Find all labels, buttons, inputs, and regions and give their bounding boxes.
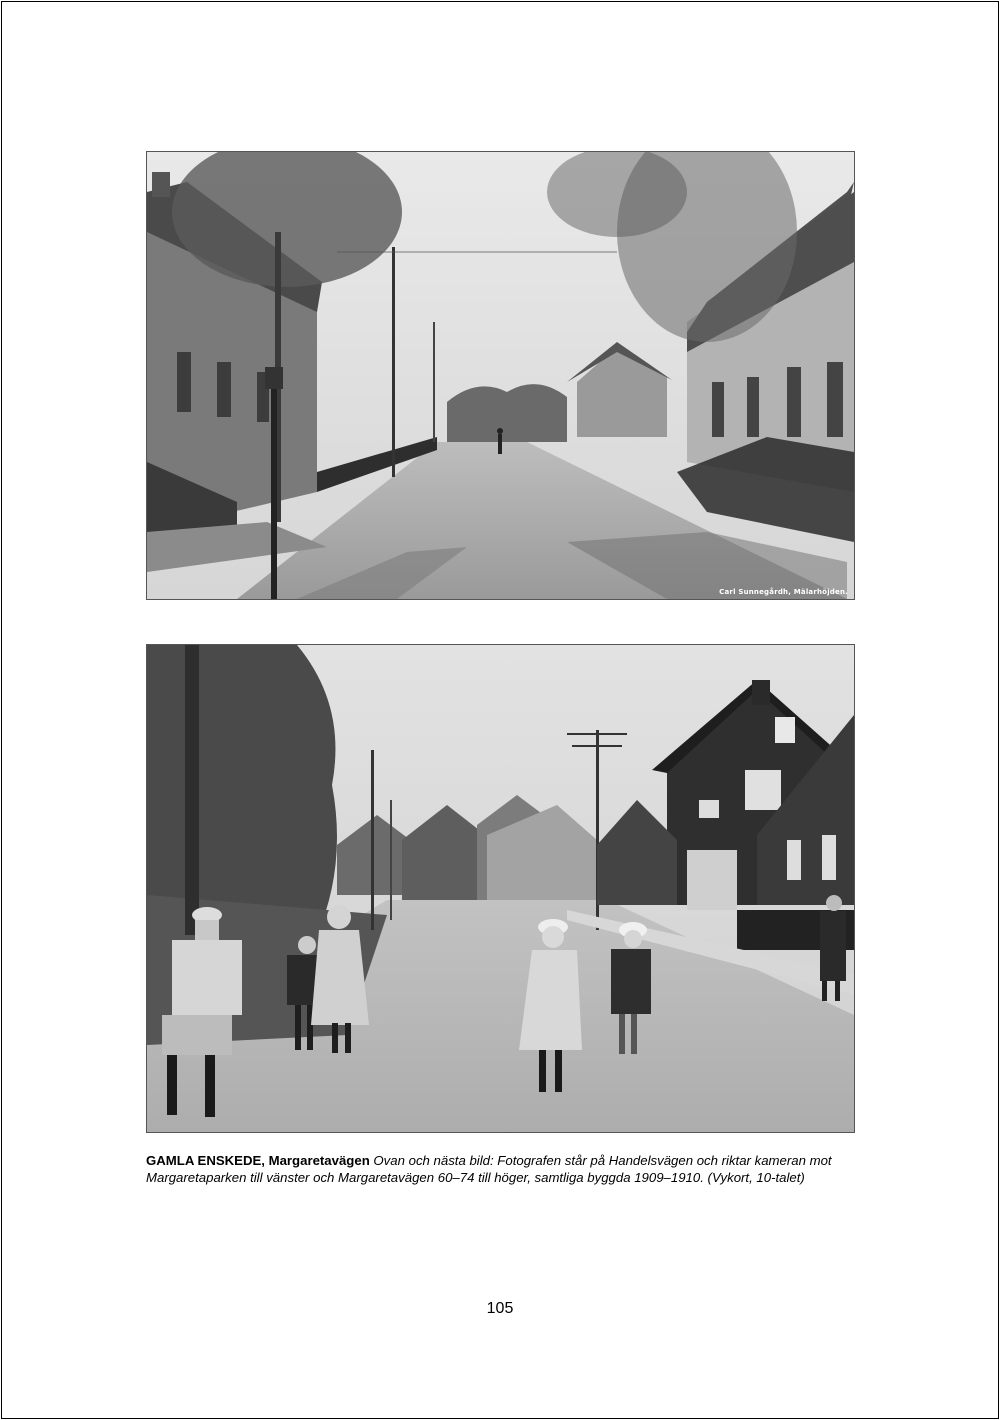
- bottom-photo: [146, 644, 855, 1133]
- top-photo-illustration: [147, 152, 854, 599]
- bottom-photo-illustration: [147, 645, 854, 1132]
- top-photo: [146, 151, 855, 600]
- page-number: 105: [486, 1300, 514, 1317]
- photo-caption: [146, 1152, 858, 1186]
- caption-body: Ovan och nästa bild: Fotografen står på Handelsvägen och riktar kameran mot Margaretaparken till vänster och Margaretavägen 60–74 till höger, samtliga byggda 1909–1910. (Vykort, 10-talet): [146, 1153, 832, 1185]
- photographer-credit: Carl Sunnegårdh, Mälarhöjden.: [719, 588, 848, 596]
- caption-title: GAMLA ENSKEDE, Margaretavägen: [146, 1153, 374, 1168]
